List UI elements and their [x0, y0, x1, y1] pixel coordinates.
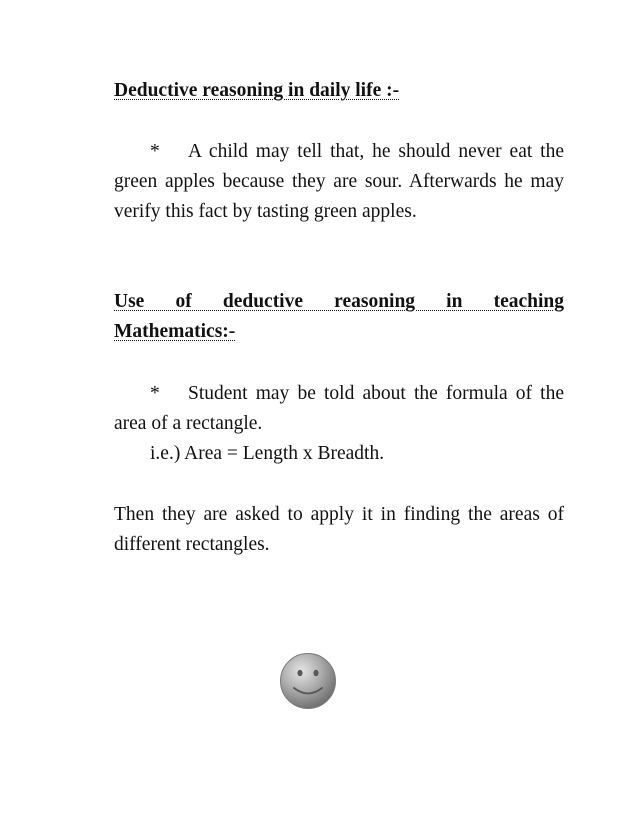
- section-heading-teaching-math: [114, 287, 564, 347]
- heading-line-1: Use of deductive reasoning in teaching: [114, 291, 564, 312]
- section-heading-daily-life: Deductive reasoning in daily life :-: [114, 80, 400, 101]
- paragraph-text: Student may be told about the formula of the area of a rectangle.: [114, 383, 564, 434]
- bullet-asterisk: *: [150, 141, 160, 162]
- smiley-face-icon: [279, 652, 337, 710]
- paragraph-text: A child may tell that, he should never eat the green apples because they are sour. Afterwards he may verify this fact by tasting green apples.: [114, 141, 564, 222]
- paragraph-formula-intro: [114, 379, 564, 439]
- bullet-asterisk: *: [150, 383, 160, 404]
- paragraph-daily-life-example: [114, 137, 564, 227]
- heading-line-2: Mathematics:-: [114, 321, 236, 342]
- paragraph-apply-formula: Then they are asked to apply it in finding the areas of different rectangles.: [114, 504, 564, 555]
- area-formula: i.e.) Area = Length x Breadth.: [150, 443, 385, 464]
